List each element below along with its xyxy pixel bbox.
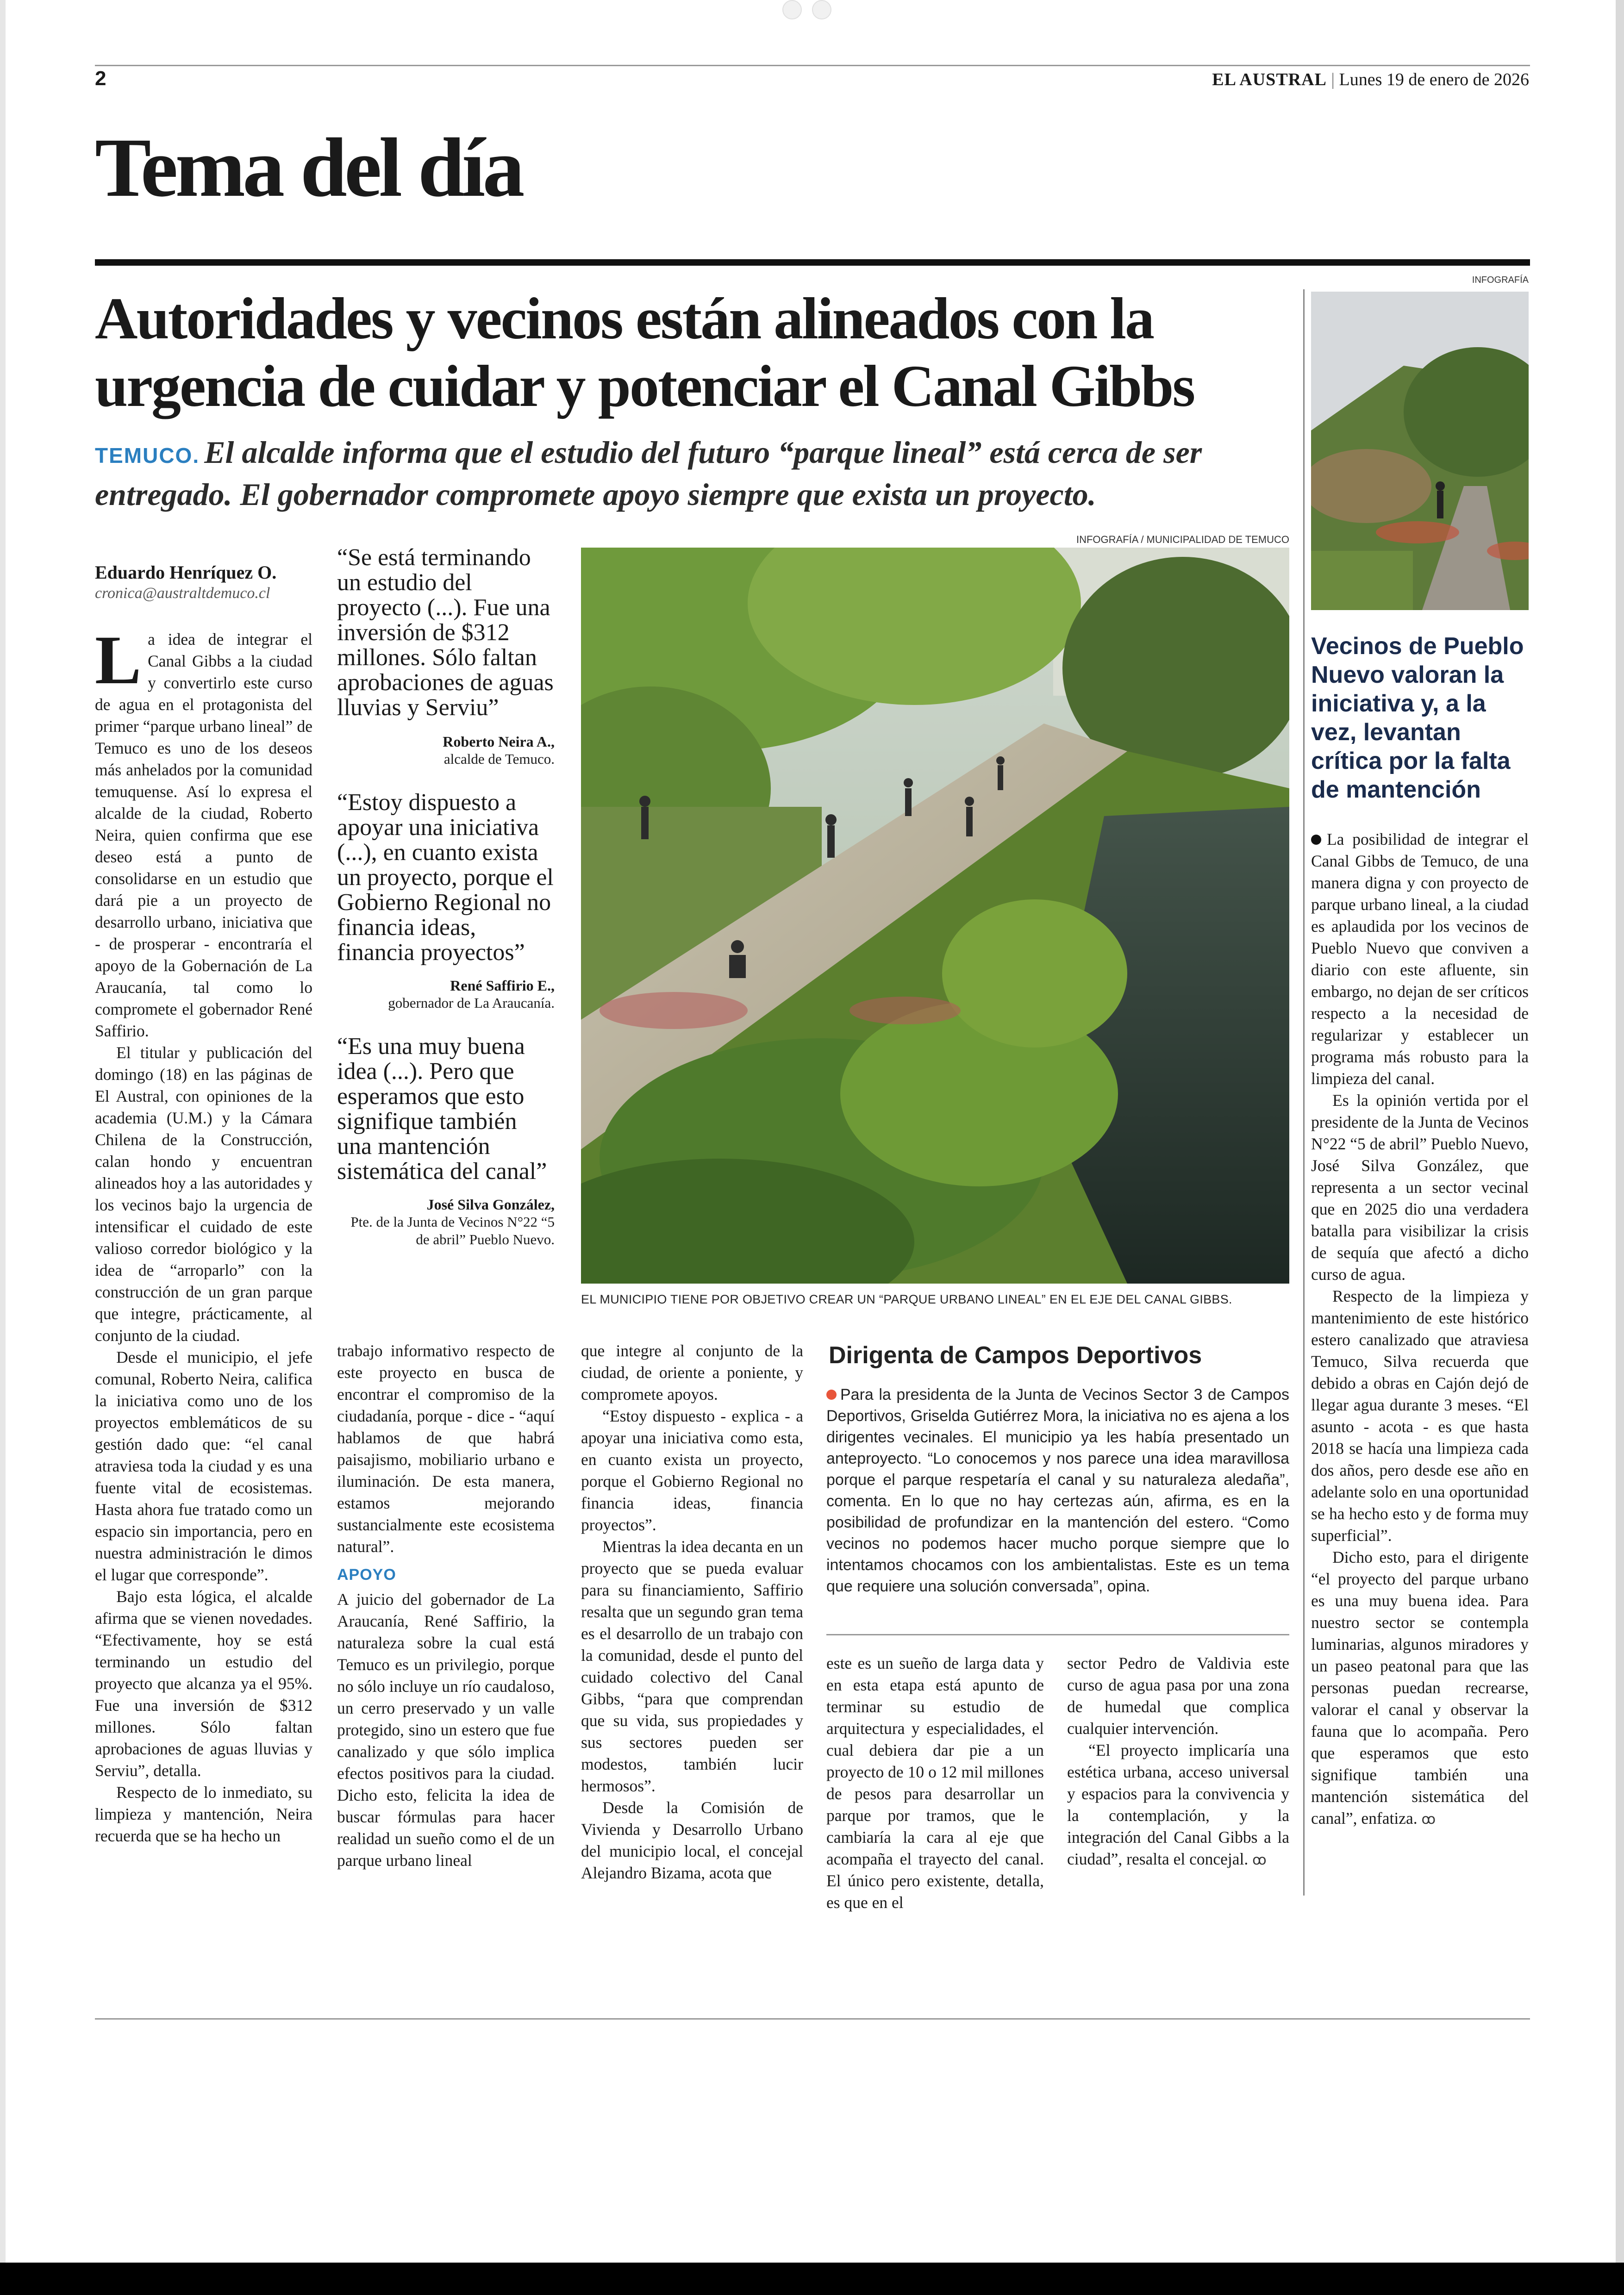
page-dots xyxy=(782,0,842,22)
pull-quote: “Estoy dispuesto a apoyar una iniciativa (...), en cuanto exista un proyecto, porque el Gobierno Regional no financia ideas, financia proyectos” xyxy=(337,789,554,966)
bullet-icon xyxy=(826,1390,837,1400)
paragraph: El titular y publicación del domingo (18) en las páginas de El Austral, con opiniones de la academia (U.M.) y la Cámara Chilena de la Construcción, calan hondo y encuentran alineados hoy a las autoridades y los vecinos bajo la urgencia de intensificar el cuidado de este valioso corredor biológico y la idea de “arroparlo” con la construcción de un gran parque que integre, prácticamente, al conjunto de la ciudad. xyxy=(95,1043,312,1345)
paragraph: trabajo informativo respecto de este proyecto en busca de encontrar el compromiso de la ciudadanía, porque - dice - “aquí hablamos de que habrá paisajismo, mobiliario urbano e iluminación. De esta manera, estamos mejorando sustancialmente este ecosistema natural”. xyxy=(337,1341,555,1556)
deck xyxy=(95,433,1299,514)
scan-left-edge xyxy=(0,0,6,2295)
sidebar-photo-credit: INFOGRAFÍA xyxy=(1472,275,1529,285)
quote-name: René Saffirio E., xyxy=(450,977,555,994)
sidebar-text xyxy=(1311,829,1529,1830)
photo-caption: EL MUNICIPIO TIENE POR OBJETIVO CREAR UN “PARQUE URBANO LINEAL” EN EL EJE DEL CANAL GIBBS. xyxy=(581,1292,1232,1306)
column-2 xyxy=(337,1340,555,1871)
byline-email: cronica@australtdemuco.cl xyxy=(95,585,270,602)
paragraph: “Estoy dispuesto - explica - a apoyar una iniciativa como esta, en cuanto exista un proyecto, porque el Gobierno Regional no financia ideas, financia proyectos”. xyxy=(581,1407,803,1534)
end-mark: ꝏ xyxy=(1421,1812,1436,1827)
dot-icon xyxy=(812,0,831,19)
park-rendering-image xyxy=(581,548,1289,1284)
scan-right-edge xyxy=(1616,0,1624,2295)
photo-credit: INFOGRAFÍA / MUNICIPALIDAD DE TEMUCO xyxy=(1076,534,1289,545)
page-number: 2 xyxy=(95,67,106,90)
section-title: Tema del día xyxy=(95,121,522,214)
quote-name: Roberto Neira A., xyxy=(443,733,555,750)
paragraph: Desde el municipio, el jefe comunal, Roberto Neira, califica la iniciativa como uno de los proyectos emblemáticos de su gestión dado que: “el canal atraviesa toda la ciudad y es una fuente vital de ecosistemas. Hasta ahora fue tratado como un espacio sin importancia, pero en nuestra administración le dimos el lugar que corresponde”. xyxy=(95,1348,312,1584)
box-rule xyxy=(826,1634,1289,1635)
paragraph: La posibilidad de integrar el Canal Gibbs de Temuco, de una manera digna y con proyecto de parque urbano lineal, a la ciudad es aplaudida por los vecinos de Pueblo Nuevo que conviven a diario con este afluente, sin embargo, no dejan de ser críticos respecto a la necesidad de regularizar y establecer un programa más robusto para la limpieza del canal. xyxy=(1311,830,1529,1088)
headline: Autoridades y vecinos están alineados con la urgencia de cuidar y potenciar el Canal Gibbs xyxy=(95,286,1194,419)
section-rule xyxy=(95,259,1530,266)
column-3 xyxy=(581,1340,803,1884)
masthead: EL AUSTRAL | Lunes 19 de enero de 2026 xyxy=(1212,70,1529,89)
quote-role: alcalde de Temuco. xyxy=(443,751,555,767)
issue-date: Lunes 19 de enero de 2026 xyxy=(1339,70,1529,89)
column-5 xyxy=(1067,1653,1289,1871)
paragraph: Bajo esta lógica, el alcalde afirma que se vienen novedades. “Efectivamente, hoy se está terminando un estudio del proyecto que alcanza ya el 95%. Fue una inversión de $312 millones. Sólo faltan aprobaciones de aguas lluvias y Serviu”, detalla. xyxy=(95,1587,312,1780)
paragraph: Desde la Comisión de Vivienda y Desarrollo Urbano del municipio local, el concejal Alejandro Bizama, acota que xyxy=(581,1798,803,1882)
bottom-bar xyxy=(0,2263,1624,2295)
byline-author: Eduardo Henríquez O. xyxy=(95,562,277,583)
deck-text: El alcalde informa que el estudio del futuro “parque lineal” está cerca de ser entregado. El gobernador compromete apoyo siempre que exista un proyecto. xyxy=(95,435,1202,512)
paragraph: Es la opinión vertida por el presidente de la Junta de Vecinos N°22 “5 de abril” Pueblo Nuevo, José Silva González, que representa a un sector vecinal que en 2025 dio una verdadera batalla para visibilizar la crisis de sequía que afectó a dicho curso de agua. xyxy=(1311,1091,1529,1284)
quotes-column xyxy=(337,545,555,1248)
sidebar-divider xyxy=(1303,289,1305,1896)
end-mark: ꝏ xyxy=(1252,1852,1267,1868)
bullet-icon xyxy=(1311,835,1321,845)
box-body: Para la presidenta de la Junta de Vecinos Sector 3 de Campos Deportivos, Griselda Gutiérrez Mora, la iniciativa no es ajena a los dirigentes vecinales. El municipio ya les había presentado un anteproyecto. “Lo conocemos y nos parece una idea maravillosa porque el parque respetaría el canal y su naturaleza aledaña”, comenta. En lo que no hay certezas aún, afirma, es en la posibilidad de profundizar en la mantención del estero. “Como vecinos no podemos hacer mucho porque siempre que lo intentamos chocamos con los ambientalistas. Este es un tema que requiere una solución conversada”, opina. xyxy=(826,1386,1289,1595)
quote-name: José Silva González, xyxy=(426,1196,555,1213)
box-title: Dirigenta de Campos Deportivos xyxy=(829,1342,1202,1369)
boardwalk-icon xyxy=(1311,292,1529,610)
paragraph: “El proyecto implicaría una estética urbana, acceso universal y espacios para la convivencia y la contemplación, y la integración del Canal Gibbs a la ciudad”, resalta el concejal. ꝏ xyxy=(1067,1741,1289,1868)
bottom-rule xyxy=(95,2018,1530,2020)
paragraph: que integre al conjunto de la ciudad, de oriente a poniente, y compromete apoyos. xyxy=(581,1341,803,1403)
paragraph: Dicho esto, para el dirigente “el proyecto del parque urbano es una muy buena idea. Para nuestro sector se contempla luminarias, algunos miradores y un paseo peatonal para que las personas puedan recrearse, valorar el canal y observar la fauna que lo acompaña. Pero que esperamos que esto signifique también una mantención sistemática del canal”, enfatiza. ꝏ xyxy=(1311,1548,1529,1827)
park-rendering-icon xyxy=(581,548,1289,1284)
subhead-apoyo: APOYO xyxy=(337,1566,396,1584)
paragraph: Mientras la idea decanta en un proyecto que se pueda evaluar para su financiamiento, Saffirio resalta que un segundo gran tema es el desarrollo de un trabajo con la comunidad, desde el punto del cuidado colectivo del Canal Gibbs, “para que comprendan que su vida, sus propiedades y sus sectores pueden ser modestos, también lucir hermosos”. xyxy=(581,1537,803,1795)
drop-cap: L xyxy=(95,622,142,698)
paragraph: La idea de integrar el Canal Gibbs a la ciudad y convertirlo este curso de agua en el protagonista del primer “parque urbano lineal” de Temuco es uno de los deseos más anhelados por la comunidad temuquense. Así lo expresa el alcalde de la ciudad, Roberto Neira, quien confirma que ese deseo está a punto de consolidarse en un estudio que dará pie a un proyecto de desarrollo urbano, iniciativa que - de prosperar - encontraría el apoyo de la Gobernación de La Araucanía, tal como lo compromete el gobernador René Saffirio. xyxy=(95,622,312,1040)
column-1 xyxy=(95,622,312,1847)
paragraph: sector Pedro de Valdivia este curso de agua pasa por una zona de humedal que complica cualquier intervención. xyxy=(1067,1654,1289,1738)
sidebar-boardwalk-image xyxy=(1311,292,1529,610)
pull-quote: “Se está terminando un estudio del proyecto (...). Fue una inversión de $312 millones. Sólo faltan aprobaciones de aguas lluvias y Serviu” xyxy=(337,544,554,721)
paragraph: este es un sueño de larga data y en esta etapa está apunto de terminar su estudio de arquitectura y especialidades, el cual debiera dar pie a un proyecto de 10 o 12 mil millones de pesos para desarrollar un parque por tramos, que le cambiaría la cara al eje que acompaña el trayecto del canal. El único pero existente, detalla, es que en el xyxy=(826,1654,1044,1912)
publication-name: EL AUSTRAL xyxy=(1212,70,1327,89)
paragraph: A juicio del gobernador de La Araucanía, René Saffirio, la naturaleza sobre la cual está Temuco es un privilegio, porque no sólo incluye un río caudaloso, un cerro preservado y un valle protegido, sino un estero que fue canalizado y que sólo implica efectos positivos para la ciudad. Dicho esto, felicita la idea de buscar fórmulas para hacer realidad un sueño como el de un parque urbano lineal xyxy=(337,1590,555,1870)
quote-role: Pte. de la Junta de Vecinos N°22 “5 de abril” Pueblo Nuevo. xyxy=(350,1214,555,1247)
top-rule xyxy=(95,65,1530,66)
dot-icon xyxy=(782,0,802,19)
kicker: TEMUCO. xyxy=(95,443,200,468)
column-4 xyxy=(826,1653,1044,1914)
paragraph: Respecto de lo inmediato, su limpieza y mantención, Neira recuerda que se ha hecho un xyxy=(95,1783,312,1845)
box-text xyxy=(826,1384,1289,1597)
quote-role: gobernador de La Araucanía. xyxy=(388,995,555,1011)
paragraph: Respecto de la limpieza y mantenimiento de este histórico estero canalizado que atraviesa Temuco, Silva recuerda que debido a obras en Cajón dejó de llegar agua durante 3 meses. “El asunto - acota - es que hasta 2018 se hacía una limpieza cada dos años, pero desde ese año en adelante solo en una oportunidad se ha hecho esto y de forma muy superficial”. xyxy=(1311,1287,1529,1545)
pull-quote: “Es una muy buena idea (...). Pero que esperamos que esto signifique también una mantención sistemática del canal” xyxy=(337,1033,547,1185)
sidebar-headline: Vecinos de Pueblo Nuevo valoran la iniciativa y, a la vez, levantan crítica por la falta de mantención xyxy=(1311,633,1524,803)
